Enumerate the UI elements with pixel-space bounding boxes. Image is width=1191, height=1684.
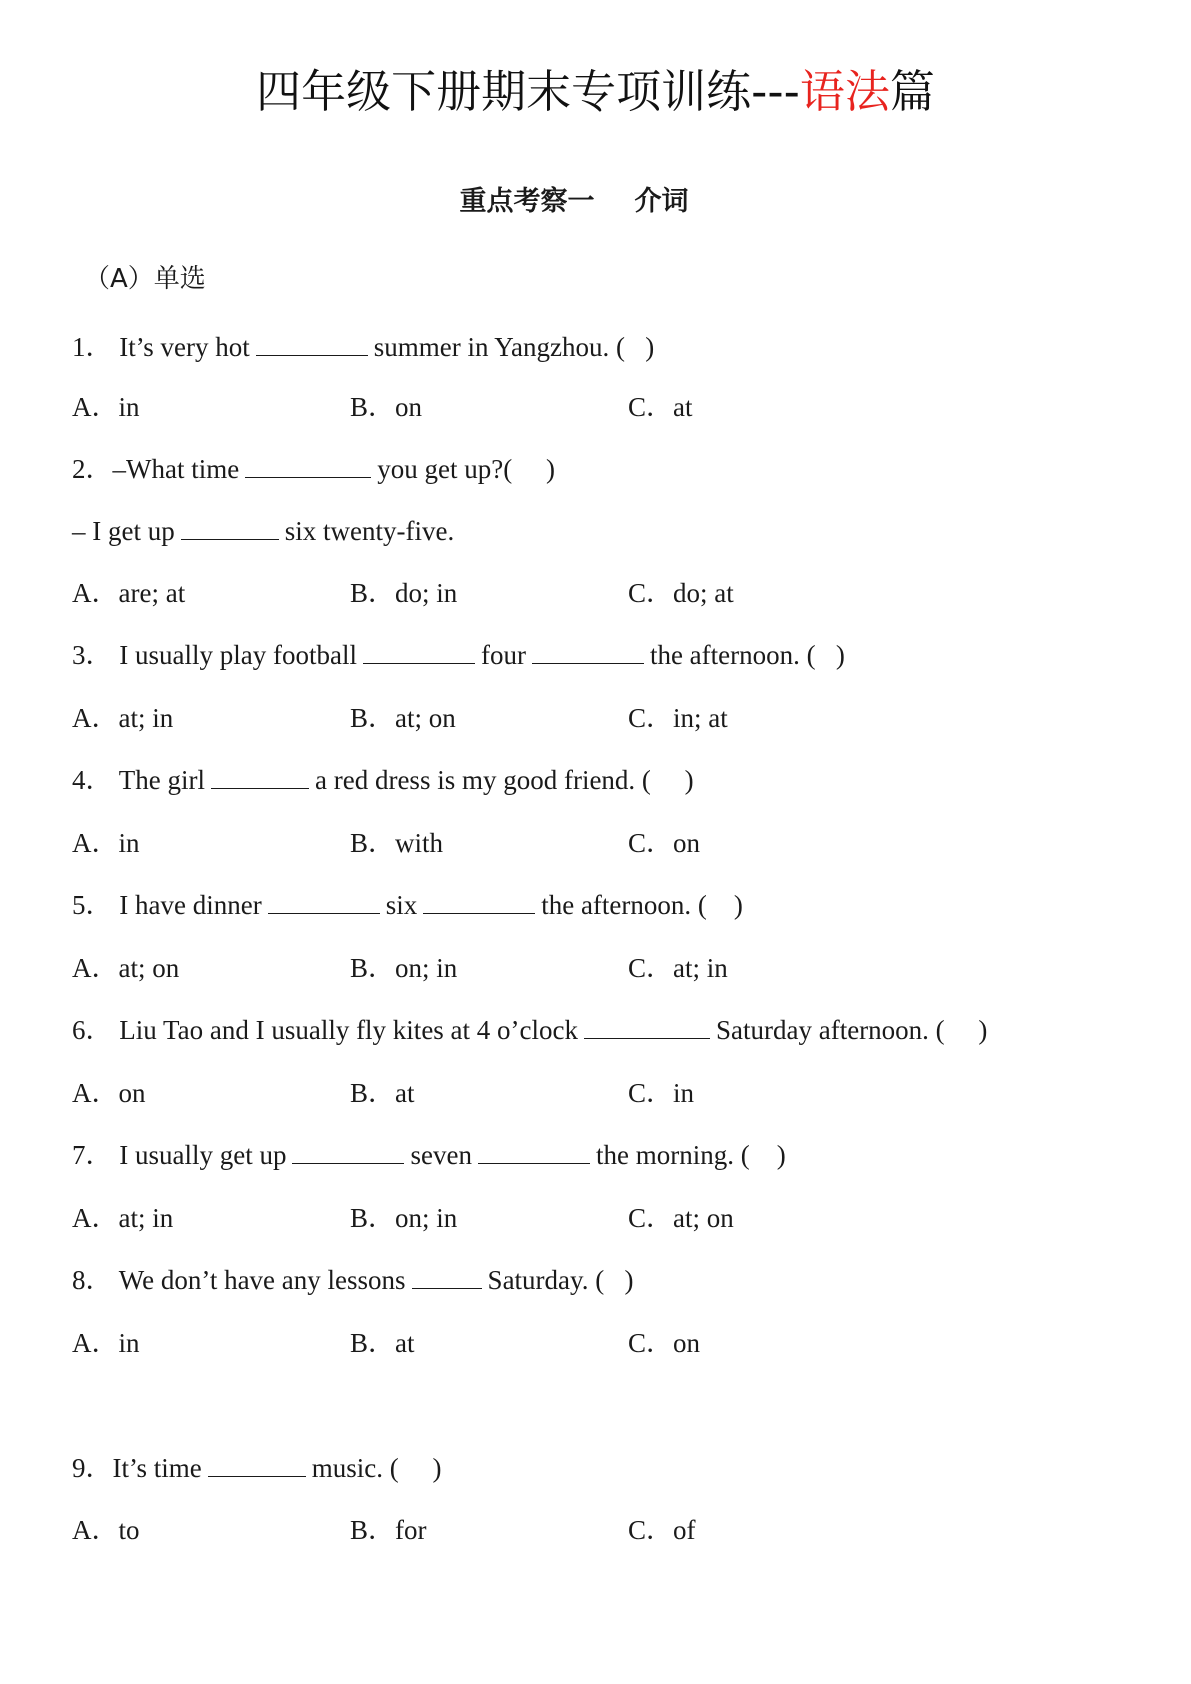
question-4: 4． The girl a red dress is my good friend. ( ) <box>72 765 694 795</box>
option-b[interactable]: B．at <box>350 1078 415 1108</box>
question-9: 9．It’s time music. ( ) <box>72 1453 442 1483</box>
answer-blank[interactable] <box>423 889 535 914</box>
section-heading <box>0 184 1148 220</box>
question-6: 6． Liu Tao and I usually fly kites at 4 o’clock Saturday afternoon. ( ) <box>72 1015 988 1045</box>
option-b[interactable]: B．at; on <box>350 703 456 733</box>
title-highlight: 语法 <box>799 65 890 118</box>
option-a[interactable]: A．at; in <box>72 703 174 733</box>
option-c[interactable]: C．on <box>628 1328 701 1358</box>
option-c[interactable]: C．at; on <box>628 1203 734 1233</box>
option-a[interactable]: A．to <box>72 1515 140 1545</box>
option-a[interactable]: A．in <box>72 828 140 858</box>
section-heading-label: 重点考察一 <box>459 186 595 217</box>
page-title <box>0 62 1191 122</box>
option-a[interactable]: A．on <box>72 1078 146 1108</box>
answer-blank[interactable] <box>412 1264 482 1289</box>
question-8: 8． We don’t have any lessons Saturday. ( ) <box>72 1265 634 1295</box>
option-b[interactable]: B．on; in <box>350 953 458 983</box>
option-b[interactable]: B．for <box>350 1515 427 1545</box>
option-a[interactable]: A．at; in <box>72 1203 174 1233</box>
answer-blank[interactable] <box>181 515 279 540</box>
option-b[interactable]: B．on <box>350 392 423 422</box>
question-2: 2．–What time you get up?( ) <box>72 454 555 484</box>
option-b[interactable]: B．do; in <box>350 578 458 608</box>
title-main: 四年级下册期末专项训练--- <box>256 65 800 118</box>
answer-blank[interactable] <box>256 331 368 356</box>
option-c[interactable]: C．in <box>628 1078 695 1108</box>
answer-blank[interactable] <box>532 639 644 664</box>
option-b[interactable]: B．on; in <box>350 1203 458 1233</box>
answer-blank[interactable] <box>292 1139 404 1164</box>
option-c[interactable]: C．at <box>628 392 693 422</box>
answer-blank[interactable] <box>363 639 475 664</box>
answer-blank[interactable] <box>584 1014 710 1039</box>
answer-blank[interactable] <box>211 764 309 789</box>
title-tail: 篇 <box>889 65 935 118</box>
question-2-line-2: – I get up six twenty-five. <box>72 516 455 546</box>
option-b[interactable]: B．at <box>350 1328 415 1358</box>
option-b[interactable]: B．with <box>350 828 444 858</box>
option-a[interactable]: A．at; on <box>72 953 180 983</box>
question-5: 5． I have dinner six the afternoon. ( ) <box>72 890 743 920</box>
option-c[interactable]: C．at; in <box>628 953 728 983</box>
subsection-heading: （A）单选 <box>84 264 206 294</box>
question-1: 1． It’s very hot summer in Yangzhou. ( ) <box>72 332 655 362</box>
answer-blank[interactable] <box>478 1139 590 1164</box>
question-3: 3． I usually play football four the afternoon. ( ) <box>72 640 845 670</box>
section-heading-topic: 介词 <box>634 186 689 217</box>
option-c[interactable]: C．in; at <box>628 703 728 733</box>
option-a[interactable]: A．are; at <box>72 578 186 608</box>
option-c[interactable]: C．of <box>628 1515 696 1545</box>
option-c[interactable]: C．do; at <box>628 578 734 608</box>
option-a[interactable]: A．in <box>72 1328 140 1358</box>
option-c[interactable]: C．on <box>628 828 701 858</box>
question-7: 7． I usually get up seven the morning. ( ) <box>72 1140 786 1170</box>
answer-blank[interactable] <box>208 1452 306 1477</box>
answer-blank[interactable] <box>268 889 380 914</box>
option-a[interactable]: A．in <box>72 392 140 422</box>
answer-blank[interactable] <box>245 453 371 478</box>
